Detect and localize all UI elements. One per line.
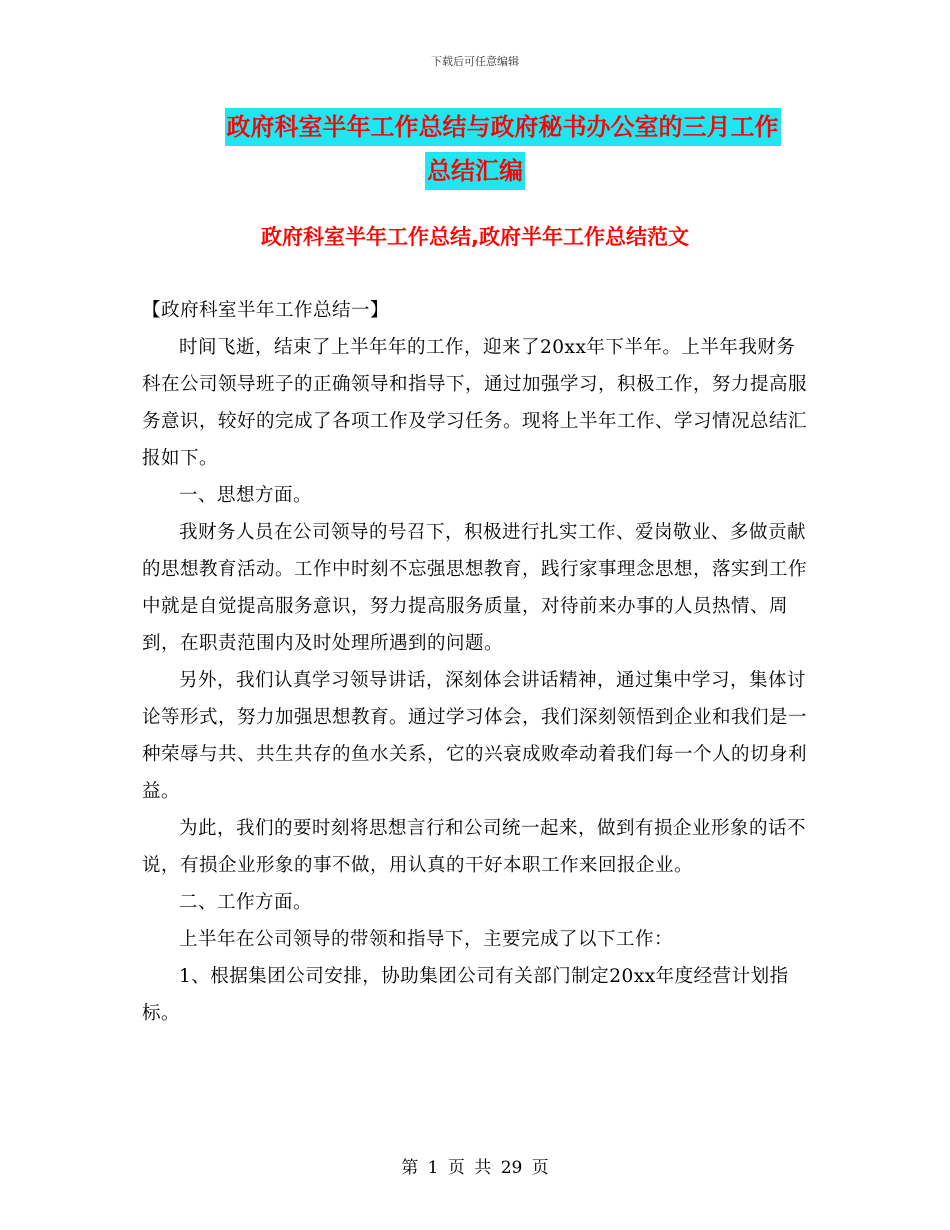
document-title (140, 108, 810, 196)
paragraph-heading: 二、工作方面。 (179, 892, 313, 913)
paragraph: 我财务人员在公司领导的号召下，积极进行扎实工作、爱岗敬业、多做贡献的思想教育活动。工作中时刻不忘强思想教育，践行家事理念思想，落实到工作中就是自觉提高服务意识，努力提高服务质量，对待前来办事的人员热情、周到，在职责范围内及时处理所遇到的问题。 (142, 522, 808, 654)
paragraph: 另外，我们认真学习领导讲话，深刻体会讲话精神，通过集中学习，集体讨论等形式，努力加强思想教育。通过学习体会，我们深刻领悟到企业和我们是一种荣辱与共、共生共存的鱼水关系，它的兴衰成败牵动着我们每一个人的切身利益。 (142, 670, 808, 802)
paragraph: 时间飞逝，结束了上半年年的工作，迎来了20xx年下半年。上半年我财务科在公司领导班子的正确领导和指导下，通过加强学习，积极工作，努力提高服务意识，较好的完成了各项工作及学习任务。现将上半年工作、学习情况总结汇报如下。 (142, 337, 808, 469)
page-number: 第 1 页 共 29 页 (401, 1158, 549, 1178)
title-line-2: 总结汇编 (425, 152, 525, 190)
paragraph: 为此，我们的要时刻将思想言行和公司统一起来，做到有损企业形象的话不说，有损企业形象的事不做，用认真的干好本职工作来回报企业。 (142, 818, 807, 876)
paragraph-heading: 一、思想方面。 (179, 485, 313, 506)
document-body (142, 292, 812, 1032)
document-subtitle: 政府科室半年工作总结,政府半年工作总结范文 (261, 225, 689, 249)
title-line-1: 政府科室半年工作总结与政府秘书办公室的三月工作 (225, 108, 781, 146)
section-heading: 【政府科室半年工作总结一】 (142, 300, 390, 321)
paragraph: 1、根据集团公司安排，协助集团公司有关部门制定20xx年度经营计划指标。 (142, 966, 789, 1024)
header-note: 下载后可任意编辑 (431, 55, 519, 68)
paragraph: 上半年在公司领导的带领和指导下，主要完成了以下工作： (179, 929, 674, 950)
